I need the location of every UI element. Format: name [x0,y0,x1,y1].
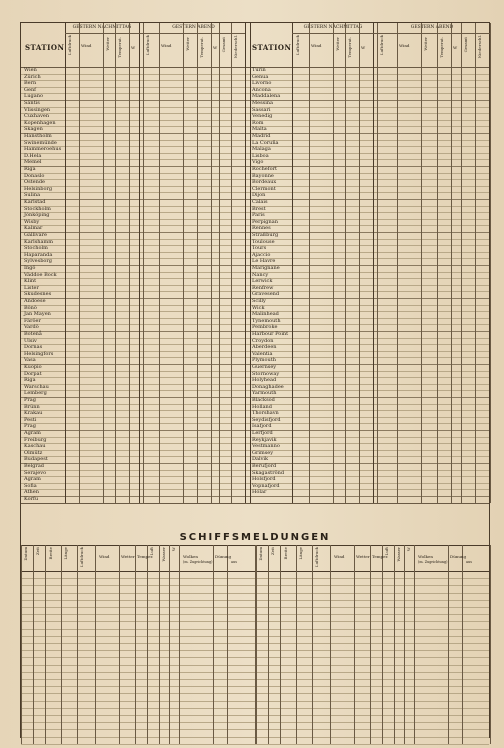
ship-column-rule [354,545,355,744]
station-right-row: Marignane [252,265,280,271]
column-rule [461,23,462,503]
station-right-row: Lisboa [252,152,269,159]
station-right-row: Holsfjord [252,476,276,483]
ship-column-rule [227,545,228,744]
col-right-aft-wind: Wind [311,43,322,48]
col-right-eve-wind: Wind [399,43,410,48]
station-left-row: Krakau [24,410,43,417]
station-right-row: Harbour Point [252,331,289,337]
ship-col-wasser-left: Wasser [161,547,166,562]
station-left-row: Stockholm [24,205,51,212]
station-left-row: Jan Mayen [24,311,51,318]
station-right-row: Brest [252,205,266,212]
station-right-row: Plymouth [252,357,276,364]
station-left-row: Skudesnes [24,291,52,298]
ship-column-rule [330,545,331,744]
row-separator [21,496,489,497]
column-rule [397,23,398,503]
station-right-row: Livorno [252,80,272,87]
station-right-row: Valentia [252,350,273,357]
station-right-row: Venedig [252,113,273,120]
grid-bottom-line [21,503,489,504]
station-right-row: Ancona [252,86,271,93]
station-right-row: Bordeaux [252,179,277,186]
station-right-row: La Coruña [252,139,279,146]
ship-col-breite-left: Breite [48,547,53,560]
column-rule [65,23,66,503]
ship-column-rule [213,545,214,744]
station-right-row: Scilly [252,298,266,304]
ship-col-wetter-left: Wetter [121,554,135,559]
ship-col-wind-right: Wind [334,554,345,559]
group-afternoon-left: GESTERN NACHMITTAG [72,25,132,30]
ship-col-wind-left: Wind [99,554,110,559]
col-right-eve-niederschlag: Niederschl. [477,35,482,59]
ship-column-rule [256,545,257,744]
station-left-row: Wisby [24,218,40,225]
station-left-row: Helsinborg [24,185,53,192]
station-left-row: Sulina [24,192,41,199]
station-left-row: Lemberg [24,390,47,397]
col-left-aft-w: W [131,45,136,50]
station-right-row: Gravesend [252,291,280,298]
column-rule [359,23,360,503]
station-left-row: Athen [24,489,39,496]
station-left-row: Freiburg [24,436,47,443]
station-left-row: Riga [24,166,36,172]
column-rule [103,23,104,503]
col-right-eve-gesamt: Gesamt [463,37,468,53]
station-left-row: Zürich [24,73,41,80]
station-left-row: Botenå [24,331,42,337]
col-right-aft-temp: Temperat. [347,37,352,58]
group-evening-left: GESTERN ABEND [172,25,215,30]
col-left-eve-wetter: Wetter [185,37,190,51]
station-right-row: Donaghadee [252,383,284,390]
station-left-row: Agram [24,476,41,483]
column-rule [475,23,476,503]
station-right-row: Vopnafjord [252,482,280,489]
station-right-row: Nancy [252,271,269,278]
col-right-eve-luftdruck: Luftdruck [379,35,384,56]
ship-col-länge-left: Länge [63,547,68,560]
ship-column-rule [95,545,96,744]
station-right-row: Tynemouth [252,317,281,324]
ship-col-w-left: W [171,547,176,552]
station-right-row: Skagaströnd [252,469,285,476]
station-right-row: Renfrew [252,284,274,291]
station-right-row: Maddalena [252,93,281,100]
col-left-eve-luftdruck: Luftdruck [145,35,150,56]
column-rule [197,23,198,503]
ship-col-luftdruck-right: Luftdruck [314,547,319,568]
column-rule [79,23,80,503]
col-right-eve-temp: Temperat. [439,37,444,58]
ship-column-rule [296,545,297,744]
station-right-row: Guernsey [252,364,277,370]
column-rule [159,23,160,503]
station-left-row: Budapest [24,456,48,463]
station-left-row: Karlshamm [24,238,53,245]
ship-col-datum-left: Datum [23,547,28,561]
station-right-row: Hólar [252,489,267,496]
column-rule [183,23,184,503]
column-rule [345,23,346,503]
station-right-row: Paris [252,212,265,219]
ship-column-rule [179,545,180,744]
station-left-row: Brünn [24,403,40,410]
station-right-row: Holland [252,403,272,410]
station-right-row: Le Havre [252,258,276,265]
column-rule [211,23,212,503]
column-rule [129,23,130,503]
station-right-row: Seydisfjord [252,416,281,423]
ship-column-rule [394,545,395,744]
station-left-row: Belgrad [24,463,45,469]
station-header-right: STATION [252,43,292,52]
ship-column-rule [382,545,383,744]
station-left-row: Cuxhaven [24,113,50,120]
col-left-eve-wind: Wind [161,43,172,48]
ship-reports-title: SCHIFFSMELDUNGEN [179,532,331,543]
group-evening-right: GESTERN ABEND [410,25,454,30]
station-left-row: D.Hela [24,152,42,159]
column-rule [377,23,378,503]
station-left-row: Sofia [24,482,37,489]
ship-col-datum-right: Datum [258,547,263,561]
group-rule [65,33,139,34]
station-right-row: Ajaccio [252,251,271,258]
ship-col-luft-right: Luft [384,547,389,556]
ship-col-temper-right: Temper. [372,554,389,559]
station-right-row: Toulouse [252,238,275,245]
column-rule [437,23,438,503]
station-left-row: Karlstad [24,199,46,205]
station-header-left: STATION [25,43,65,52]
station-right-row: Calais [252,199,268,205]
col-left-eve-gesamt: Gesamt [221,37,226,53]
ship-col-luft-left: Luft [149,547,154,556]
station-right-row: Lerwick [252,278,273,285]
station-right-row: Blacksod [252,397,275,403]
group-rule [139,33,245,34]
ship-col-wasser-right: Wasser [396,547,401,562]
station-left-row: Ulsiv [24,337,37,344]
station-left-row: Vlissingen [24,106,51,113]
station-right-row: Stornoway [252,370,280,377]
col-left-aft-wetter: Wetter [105,37,110,51]
ship-duenung-note: aus [466,560,472,564]
station-right-row: Rochefort [252,166,278,172]
observation-table [20,22,490,738]
station-left-row: Prag [24,423,36,430]
station-left-row: Kopenhagen [24,119,56,126]
station-left-row: Färöer [24,317,41,324]
column-rule [421,23,422,503]
station-right-row: Messina [252,100,274,106]
station-left-row: Pesti [24,416,37,423]
station-left-row: Wien [24,67,37,73]
station-left-row: Memel [24,159,42,166]
station-left-row: Vardö [24,324,39,331]
ship-column-rule [370,545,371,744]
ship-col-luftdruck-left: Luftdruck [79,547,84,568]
station-right-row: Madrid [252,133,271,139]
ship-col-zeit-right: Zeit [270,547,275,556]
station-left-row: Ingö [24,265,36,271]
station-left-row: Korfu [24,496,39,502]
column-rule [292,23,293,503]
station-left-row: Väddoe Bock [24,271,57,278]
column-rule [139,23,140,503]
col-left-eve-temp: Temperat. [199,37,204,58]
column-rule [231,23,232,503]
ship-column-rule [135,545,136,744]
col-left-aft-wind: Wind [81,43,92,48]
station-right-row: Turin [252,67,266,73]
station-right-row: Reykjavik [252,436,277,443]
col-right-eve-w: W [453,45,458,50]
station-left-row: Bern [24,80,37,87]
group-afternoon-right: GESTERN NACHMITTAG [303,25,363,30]
ship-column-rule [448,545,449,744]
station-left-row: Andoese [24,298,46,304]
ship-column-rule [61,545,62,744]
station-right-row: Wick [252,304,265,311]
station-right-row: Thorshavn [252,410,279,417]
ship-column-rule [169,545,170,744]
ship-col-zeit-left: Zeit [35,547,40,556]
ship-column-rule [404,545,405,744]
ship-column-rule [490,545,491,744]
station-right-row: Yarmouth [252,390,277,397]
station-left-row: Olmütz [24,449,43,456]
station-right-row: Dalvik [252,456,269,463]
col-right-aft-w: W [361,45,366,50]
station-left-row: Kalmar [24,225,43,232]
column-rule [333,23,334,503]
ship-column-rule [414,545,415,744]
ship-col-wetter-right: Wetter [356,554,370,559]
station-left-row: Bönö [24,304,37,311]
station-left-row: Dornas [24,344,43,351]
ship-column-rule [280,545,281,744]
column-rule [143,23,144,503]
group-rule [292,33,373,34]
ship-column-rule [33,545,34,744]
station-right-row: Clermont [252,185,276,192]
column-rule [373,23,374,503]
col-left-aft-luftdruck: Luftdruck [67,35,72,56]
ship-row-separator [21,744,489,745]
station-right-row: Vestmanno [252,443,280,450]
station-left-row: Prag [24,397,36,403]
ship-col-länge-right: Länge [298,547,303,560]
station-right-row: Lerfjord [252,430,273,436]
station-right-row: Perpignan [252,218,278,225]
station-left-row: Ostende [24,179,46,186]
station-left-row: Genf [24,86,37,93]
ship-column-rule [312,545,313,744]
col-right-eve-wetter: Wetter [423,37,428,51]
col-right-aft-luftdruck: Luftdruck [295,35,300,56]
ship-column-rule [21,545,22,744]
station-left-row: Klint [24,278,37,285]
column-rule [250,23,251,503]
ship-column-rule [268,545,269,744]
column-rule [490,23,491,503]
column-rule [451,23,452,503]
column-rule [245,23,246,503]
station-left-row: Skagen [24,126,43,133]
station-right-row: Malta [252,126,267,133]
ship-col-wolken-right: Wolken [418,554,433,559]
ship-column-rule [77,545,78,744]
station-right-row: Berufjord [252,463,277,469]
ship-col-dünung-right: Dünung [450,554,467,559]
ship-col-w-right: W [406,547,411,552]
station-left-row: Kaschau [24,443,46,450]
station-right-row: Bayonne [252,172,274,179]
column-rule [115,23,116,503]
ship-duenung-note: aus [231,560,237,564]
col-left-eve-w: W [213,45,218,50]
station-left-row: Helsingfors [24,350,54,357]
station-right-row: Rom [252,119,264,126]
station-right-row: Aberdeen [252,344,277,351]
station-right-row: Pembroke [252,324,278,331]
ship-column-rule [159,545,160,744]
station-right-row: Malaga [252,146,271,153]
station-right-row: Grimsey [252,449,274,456]
station-left-row: Lister [24,284,39,291]
station-left-row: Kuopio [24,364,42,370]
station-right-row: Rennes [252,225,271,232]
station-left-row: Lugano [24,93,43,100]
ship-column-rule [147,545,148,744]
station-left-row: Haparanda [24,251,53,258]
col-right-aft-wetter: Wetter [335,37,340,51]
ship-wolken-note: (m. Zugrichtung) [183,560,213,564]
station-right-row: Croydon [252,337,274,344]
station-left-row: Riga [24,377,36,384]
ship-col-temper-left: Temper. [137,554,154,559]
ship-column-rule [45,545,46,744]
station-left-row: Hammeroehus [24,146,62,153]
station-right-row: Straßburg [252,232,279,238]
station-right-row: Sassari [252,106,271,113]
station-right-row: Holyhead [252,377,277,384]
station-right-row: Genua [252,73,269,80]
column-rule [309,23,310,503]
station-left-row: Sylvesborg [24,258,53,265]
station-left-row: Agram [24,430,41,436]
ship-column-rule [462,545,463,744]
station-left-row: Gällivare [24,232,47,238]
ship-wolken-note: (m. Zugrichtung) [418,560,448,564]
station-left-row: Vasa [24,357,36,364]
station-right-row: Tours [252,245,267,252]
station-left-row: Warschau [24,383,49,390]
station-left-row: Säntis [24,100,40,106]
station-left-row: Stocholm [24,245,48,252]
ship-col-wolken-left: Wolken [183,554,198,559]
ship-col-dünung-left: Dünung [215,554,232,559]
station-right-row: Dijon [252,192,266,199]
station-left-row: Dorpat [24,370,42,377]
station-left-row: Serajevo [24,469,47,476]
ship-column-rule [119,545,120,744]
station-right-row: Malinhead [252,311,279,318]
station-right-row: Vigo [252,159,264,166]
station-left-row: Hanstholm [24,133,52,139]
ship-col-breite-right: Breite [283,547,288,560]
station-left-row: Swinemünde [24,139,57,146]
column-rule [219,23,220,503]
col-left-eve-niederschlag: Niederschl. [233,35,238,59]
group-rule [373,33,490,34]
col-left-aft-temp: Temperat. [117,37,122,58]
station-left-row: Donaslo [24,172,45,179]
station-right-row: Isafjord [252,423,272,430]
station-left-row: Jönköping [24,212,50,219]
